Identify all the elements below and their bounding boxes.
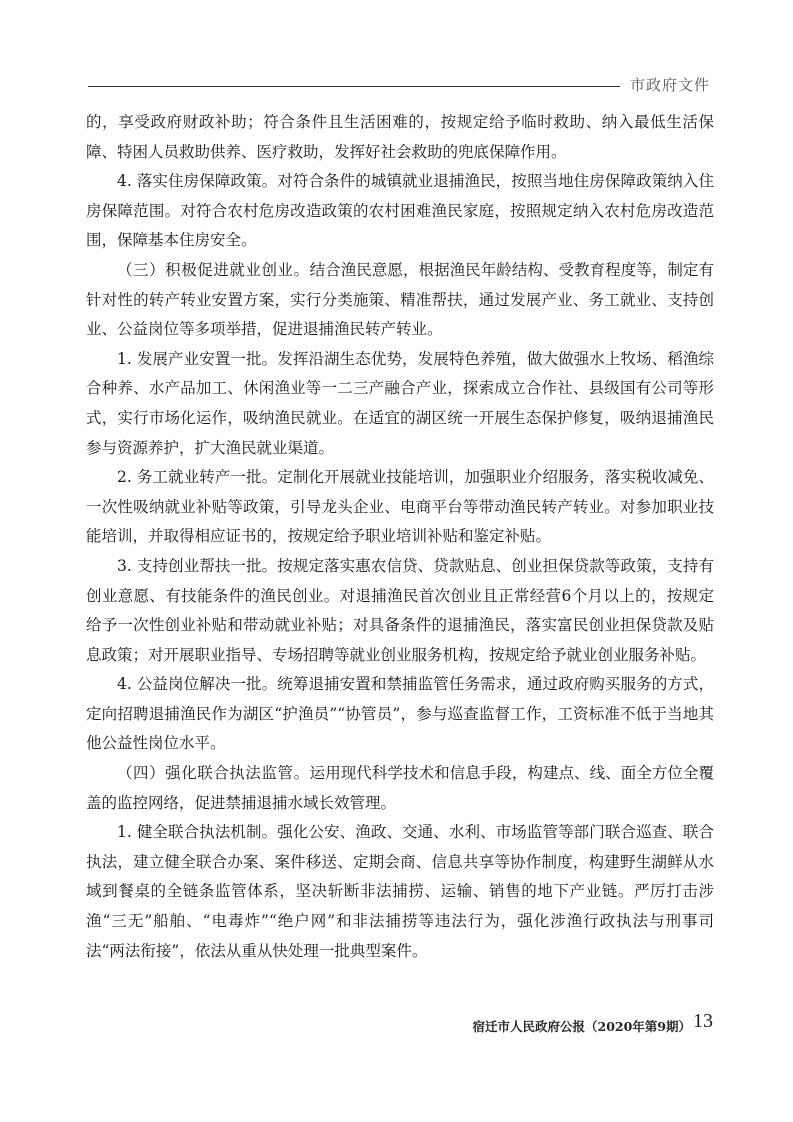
- paragraph-text: 运用现代科学技术和信息手段，构建点、线、面全方位全覆盖的监控网络，促进禁捕退捕水域长效管理。: [86, 764, 714, 812]
- paragraph: [86, 256, 714, 345]
- paragraph-text: 1. 发展产业安置一批。发挥沿湖生态优势，发展特色养殖，做大做强水上牧场、稻渔综合种养、水产品加工、休闲渔业等一二三产融合产业，探索成立合作社、县级国有公司等形式，实行市场化运作，吸纳渔民就业。在适宜的湖区统一开展生态保护修复，吸纳退捕渔民参与资源养护，扩大渔民就业渠道。: [86, 349, 714, 457]
- paragraph-text: 4. 落实住房保障政策。对符合条件的城镇就业退捕渔民，按照当地住房保障政策纳入住房保障范围。对符合农村危房改造政策的农村困难渔民家庭，按照规定纳入农村危房改造范围，保障基本住房安全。: [86, 172, 714, 250]
- publication-title: 宿迁市人民政府公报（2020年第9期）: [472, 1019, 691, 1034]
- paragraph: [86, 345, 714, 463]
- section-heading: （三）积极促进就业创业。: [117, 260, 310, 279]
- paragraph: [86, 108, 714, 167]
- page-number: 13: [693, 1010, 713, 1032]
- paragraph-text: 1. 健全联合执法机制。强化公安、渔政、交通、水利、市场监管等部门联合巡查、联合执法，建立健全联合办案、案件移送、定期会商、信息共享等协作制度，构建野生湖鲜从水域到餐桌的全链条监管体系，坚决斩断非法捕捞、运输、销售的地下产业链。严厉打击涉渔“三无”船舶、“电毒炸”“绝户网”和非法捕捞等违法行为，强化涉渔行政执法与刑事司法“两法衔接”，依法从重从快处理一批典型案件。: [86, 823, 714, 960]
- paragraph: [86, 670, 714, 759]
- paragraph-text: 3. 支持创业帮扶一批。按规定落实惠农信贷、贷款贴息、创业担保贷款等政策，支持有创业意愿、有技能条件的渔民创业。对退捕渔民首次创业且正常经营6个月以上的，按规定给予一次性创业补贴和带动就业补贴；对具备条件的退捕渔民，落实富民创业担保贷款及贴息政策；对开展职业指导、专场招聘等就业创业服务机构，按规定给予就业创业服务补贴。: [86, 556, 714, 664]
- paragraph: [86, 759, 714, 818]
- paragraph-text: 的，享受政府财政补助；符合条件且生活困难的，按规定给予临时救助、纳入最低生活保障、特困人员救助供养、医疗救助，发挥好社会救助的兜底保障作用。: [86, 113, 714, 161]
- page-footer: [0, 1010, 793, 1040]
- paragraph-text: 2. 务工就业转产一批。定制化开展就业技能培训，加强职业介绍服务，落实税收减免、一次性吸纳就业补贴等政策，引导龙头企业、电商平台等带动渔民转产转业。对参加职业技能培训，并取得相应证书的，按规定给予职业培训补贴和鉴定补贴。: [86, 468, 714, 546]
- paragraph-text: 4. 公益岗位解决一批。统筹退捕安置和禁捕监管任务需求，通过政府购买服务的方式，定向招聘退捕渔民作为湖区“护渔员”“协管员”，参与巡查监督工作，工资标准不低于当地其他公益性岗位水平。: [86, 675, 714, 753]
- paragraph: [86, 463, 714, 552]
- paragraph: [86, 167, 714, 256]
- header-section-title: 市政府文件: [630, 76, 711, 94]
- section-heading: （四）强化联合执法监管。: [117, 764, 310, 783]
- paragraph: [86, 552, 714, 670]
- document-body: [86, 108, 714, 966]
- paragraph: [86, 818, 714, 966]
- paragraph-text: 结合渔民意愿，根据渔民年龄结构、受教育程度等，制定有针对性的转产转业安置方案，实行分类施策、精准帮扶，通过发展产业、务工就业、支持创业、公益岗位等多项举措，促进退捕渔民转产转业。: [86, 260, 714, 339]
- header-rule: [88, 86, 620, 87]
